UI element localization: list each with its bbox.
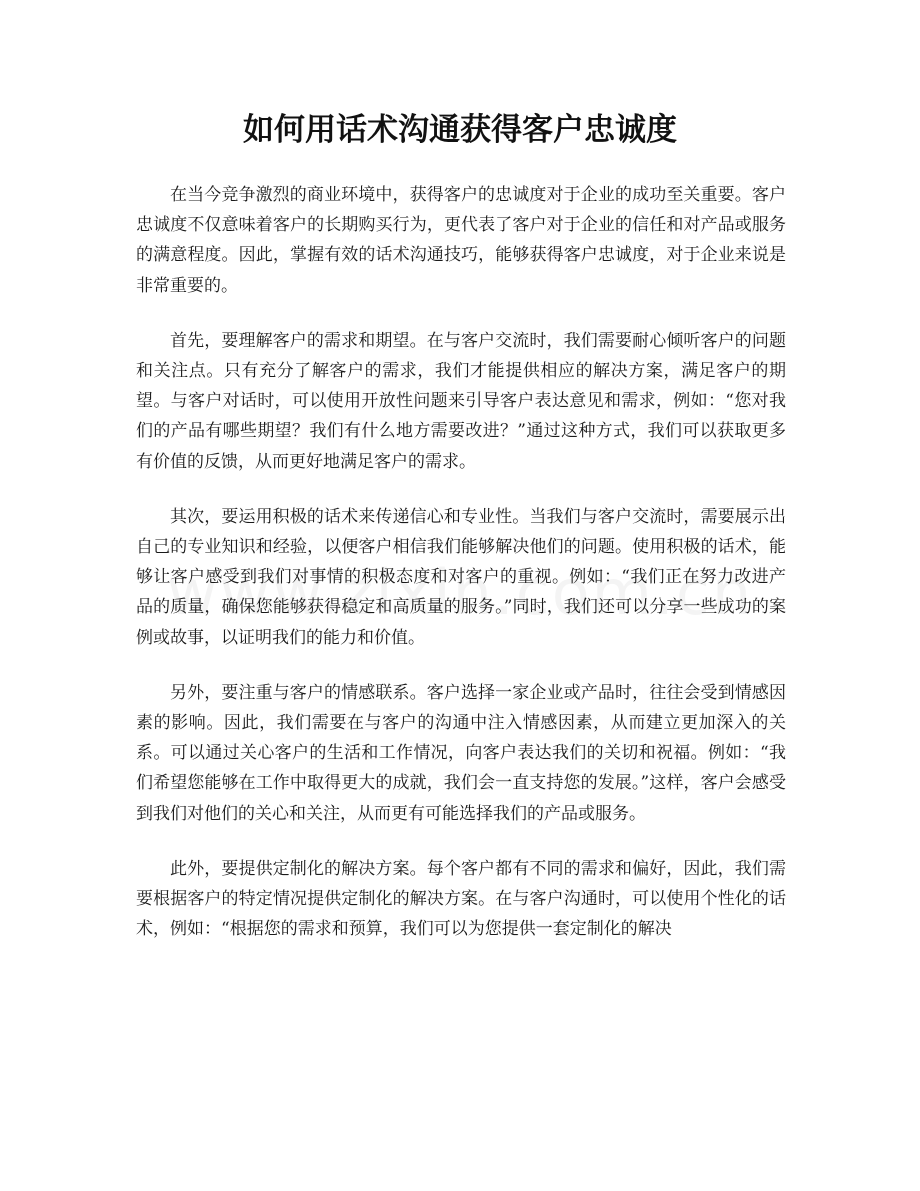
- paragraph-first: 首先，要理解客户的需求和期望。在与客户交流时，我们需要耐心倾听客户的问题和关注点。只有充分了解客户的需求，我们才能提供相应的解决方案，满足客户的期望。与客户对话时，可以使用开放性问题来引导客户表达意见和需求，例如：“您对我们的产品有哪些期望？我们有什么地方需要改进？”通过这种方式，我们可以获取更多有价值的反馈，从而更好地满足客户的需求。: [136, 330, 786, 472]
- paragraph-intro: 在当今竞争激烈的商业环境中，获得客户的忠诚度对于企业的成功至关重要。客户忠诚度不仅意味着客户的长期购买行为，更代表了客户对于企业的信任和对产品或服务的满意程度。因此，掌握有效的话术沟通技巧，能够获得客户忠诚度，对于企业来说是非常重要的。: [136, 185, 786, 296]
- paragraph-fourth: 此外，要提供定制化的解决方案。每个客户都有不同的需求和偏好，因此，我们需要根据客户的特定情况提供定制化的解决方案。在与客户沟通时，可以使用个性化的话术，例如：“根据您的需求和预算，我们可以为您提供一套定制化的解决: [136, 858, 786, 940]
- document-body: [136, 180, 786, 969]
- paragraph-second: 其次，要运用积极的话术来传递信心和专业性。当我们与客户交流时，需要展示出自己的专业知识和经验，以便客户相信我们能够解决他们的问题。使用积极的话术，能够让客户感受到我们对事情的积极态度和对客户的重视。例如：“我们正在努力改进产品的质量，确保您能够获得稳定和高质量的服务。”同时，我们还可以分享一些成功的案例或故事，以证明我们的能力和价值。: [136, 506, 786, 648]
- paragraph-third: 另外，要注重与客户的情感联系。客户选择一家企业或产品时，往往会受到情感因素的影响。因此，我们需要在与客户的沟通中注入情感因素，从而建立更加深入的关系。可以通过关心客户的生活和工作情况，向客户表达我们的关切和祝福。例如：“我们希望您能够在工作中取得更大的成就，我们会一直支持您的发展。”这样，客户会感受到我们对他们的关心和关注，从而更有可能选择我们的产品或服务。: [136, 682, 786, 824]
- document-title: 如何用话术沟通获得客户忠诚度: [243, 112, 677, 148]
